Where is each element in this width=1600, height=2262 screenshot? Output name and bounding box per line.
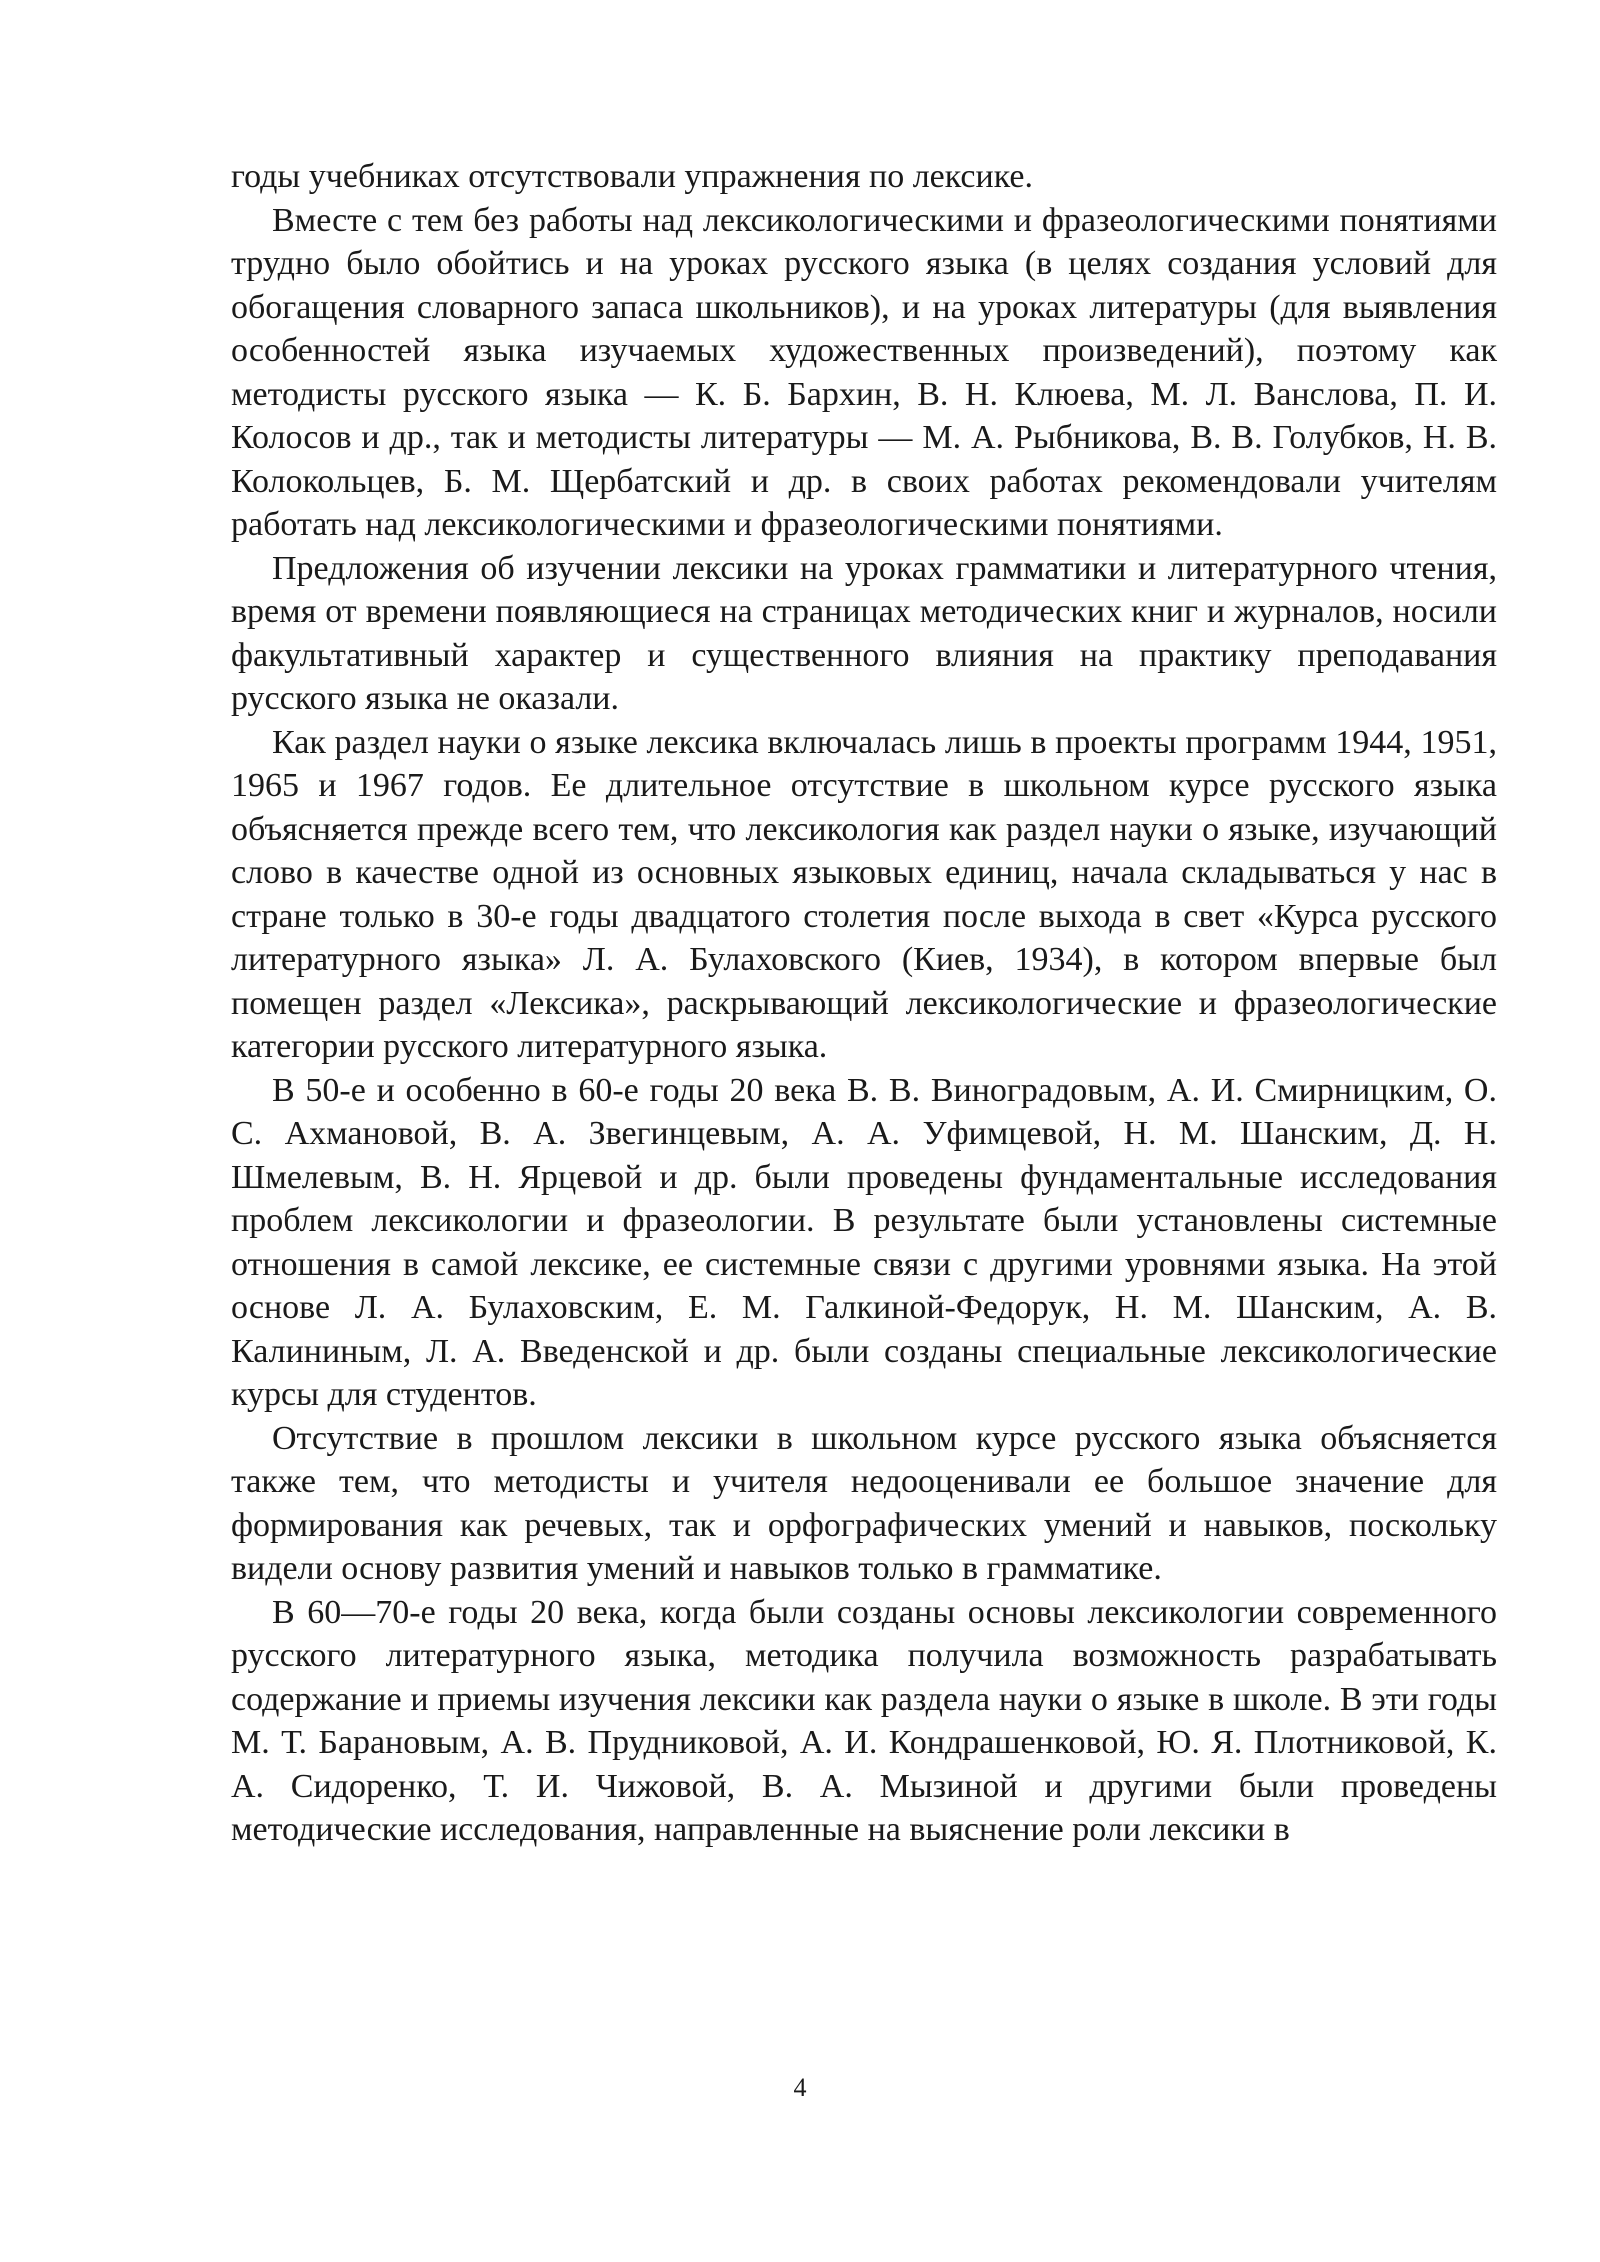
page-number: 4 xyxy=(793,2073,807,2102)
paragraph: Как раздел науки о языке лексика включалась лишь в проекты программ 1944, 1951, 1965 и 1967 годов. Ее длительное отсутствие в школьном курсе русского языка объясняется прежде всего тем, что лексикология как раздел науки о языке, изучающий слово в качестве одной из основных языковых единиц, начала складываться у нас в стране только в 30-е годы двадцатого столетия после выхода в свет «Курса русского литературного языка» Л. А. Булаховского (Киев, 1934), в котором впервые был помещен раздел «Лексика», раскрывающий лексикологические и фразеологические категории русского литературного языка. xyxy=(231,723,1497,1065)
paragraph: В 60—70-е годы 20 века, когда были созданы основы лексикологии современного русского литературного языка, методика получила возможность разрабатывать содержание и приемы изучения лексики как раздела науки о языке в школе. В эти годы М. Т. Барановым, А. В. Прудниковой, А. И. Кондрашенковой, Ю. Я. Плотниковой, К. А. Сидоренко, Т. И. Чижовой, В. А. Мызиной и другими были проведены методические исследования, направленные на выяснение роли лексики в xyxy=(231,1593,1497,1848)
paragraph: Вместе с тем без работы над лексикологическими и фразеологическими понятиями трудно было обойтись и на уроках русского языка (в целях создания условий для обогащения словарного запаса школьников), и на уроках литературы (для выявления особенностей языка изучаемых художественных произведений), поэтому как методисты русского языка — К. Б. Бархин, В. Н. Клюева, М. Л. Ванслова, П. И. Колосов и др., так и методисты литературы — М. А. Рыбникова, В. В. Голубков, Н. В. Колокольцев, Б. М. Щербатский и др. в своих работах рекомендовали учителям работать над лексикологическими и фразеологическими понятиями. xyxy=(231,201,1497,543)
paragraph: годы учебниках отсутствовали упражнения по лексике. xyxy=(231,158,1033,195)
body-text xyxy=(231,155,1497,1852)
paragraph: Отсутствие в прошлом лексики в школьном курсе русского языка объясняется также тем, что методисты и учителя недооценивали ее большое значение для формирования как речевых, так и орфографических умений и навыков, поскольку видели основу развития умений и навыков только в грамматике. xyxy=(231,1419,1497,1587)
paragraph: Предложения об изучении лексики на уроках грамматики и литературного чтения, время от времени появляющиеся на страницах методических книг и журналов, носили факультативный характер и существенного влияния на практику преподавания русского языка не оказали. xyxy=(231,549,1497,717)
paragraph: В 50-е и особенно в 60-е годы 20 века В. В. Виноградовым, А. И. Смирницким, О. С. Ахмановой, В. А. Звегинцевым, А. А. Уфимцевой, Н. М. Шанским, Д. Н. Шмелевым, В. Н. Ярцевой и др. были проведены фундаментальные исследования проблем лексикологии и фразеологии. В результате были установлены системные отношения в самой лексике, ее системные связи с другими уровнями языка. На этой основе Л. А. Булаховским, Е. М. Галкиной-Федорук, Н. М. Шанским, А. В. Калининым, Л. А. Введенской и др. были созданы специальные лексикологические курсы для студентов. xyxy=(231,1071,1497,1413)
